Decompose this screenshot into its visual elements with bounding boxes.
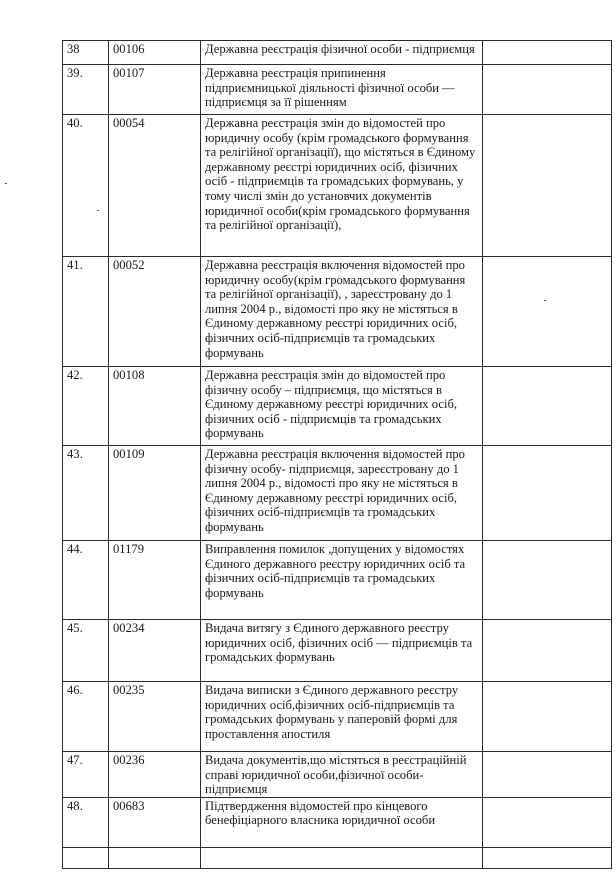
notes-cell bbox=[483, 41, 612, 65]
service-name-cell: Видача виписки з Єдиного державного реєстру юридичних осіб,фізичних осіб-підприємців та громадських формувань у паперовій формі для проставлення апостиля bbox=[201, 682, 483, 752]
row-number-cell: 45. bbox=[63, 620, 109, 682]
table-row bbox=[63, 65, 612, 115]
table-row bbox=[63, 367, 612, 446]
service-code-cell: 00054 bbox=[109, 115, 201, 257]
row-number-cell: 43. bbox=[63, 446, 109, 541]
service-code-cell: 00106 bbox=[109, 41, 201, 65]
service-code-cell: 00108 bbox=[109, 367, 201, 446]
services-table bbox=[62, 40, 612, 869]
notes-cell bbox=[483, 446, 612, 541]
table-row bbox=[63, 752, 612, 798]
scan-speck bbox=[544, 300, 546, 301]
table-row bbox=[63, 257, 612, 367]
row-number-cell: 48. bbox=[63, 797, 109, 847]
row-number-cell: 44. bbox=[63, 541, 109, 620]
notes-cell bbox=[483, 682, 612, 752]
service-name-cell: Державна реєстрація припинення підприємницької діяльності фізичної особи — підприємця за її рішенням bbox=[201, 65, 483, 115]
service-name-cell: Державна реєстрація включення відомостей про фізичну особу- підприємця, зареєстровану до 1 липня 2004 р., відомості про яку не містяться в Єдиному державному реєстрі юридичних осіб, фізичних осіб-підприємців та громадських формувань bbox=[201, 446, 483, 541]
row-number-cell: 39. bbox=[63, 65, 109, 115]
service-name-cell: Видача витягу з Єдиного державного реєстру юридичних осіб, фізичних осіб — підприємців та громадських формувань bbox=[201, 620, 483, 682]
service-name-cell: Державна реєстрація фізичної особи - підприємця bbox=[201, 41, 483, 65]
notes-cell bbox=[483, 367, 612, 446]
table-row bbox=[63, 620, 612, 682]
table-row bbox=[63, 847, 612, 868]
notes-cell bbox=[483, 752, 612, 798]
row-number-cell: 42. bbox=[63, 367, 109, 446]
notes-cell bbox=[483, 115, 612, 257]
scan-speck bbox=[5, 183, 7, 184]
service-name-cell: Видача документів,що містяться в реєстраційній справі юридичної особи,фізичної особи-підприємця bbox=[201, 752, 483, 798]
row-number-cell: 46. bbox=[63, 682, 109, 752]
service-code-cell: 00683 bbox=[109, 797, 201, 847]
row-number-cell: 38 bbox=[63, 41, 109, 65]
row-number-cell bbox=[63, 847, 109, 868]
service-name-cell: Державна реєстрація змін до відомостей про юридичну особу (крім громадського формування та релігійної організації), що містяться в Єдиному державному реєстрі юридичних осіб, фізичних осіб - підприємців та громадських формувань, у тому числі змін до установчих документів юридичної особи(крім громадського формування та релігійної організації), bbox=[201, 115, 483, 257]
table-row bbox=[63, 541, 612, 620]
table-row bbox=[63, 41, 612, 65]
notes-cell bbox=[483, 541, 612, 620]
service-code-cell: 00236 bbox=[109, 752, 201, 798]
service-code-cell: 00235 bbox=[109, 682, 201, 752]
service-name-cell: Державна реєстрація змін до відомостей про фізичну особу – підприємця, що містяться в Єдиному державному реєстрі юридичних осіб, фізичних осіб - підприємців та громадських формувань bbox=[201, 367, 483, 446]
services-table-body bbox=[63, 41, 612, 869]
service-code-cell: 00234 bbox=[109, 620, 201, 682]
row-number-cell: 41. bbox=[63, 257, 109, 367]
service-code-cell: 00052 bbox=[109, 257, 201, 367]
service-code-cell bbox=[109, 847, 201, 868]
table-row bbox=[63, 682, 612, 752]
notes-cell bbox=[483, 257, 612, 367]
notes-cell bbox=[483, 65, 612, 115]
scan-speck bbox=[97, 210, 99, 211]
notes-cell bbox=[483, 797, 612, 847]
service-code-cell: 01179 bbox=[109, 541, 201, 620]
table-row bbox=[63, 797, 612, 847]
service-name-cell bbox=[201, 847, 483, 868]
table-row bbox=[63, 446, 612, 541]
service-name-cell: Державна реєстрація включення відомостей про юридичну особу(крім громадського формування та релігійної організації), , зареєстровану до 1 липня 2004 р., відомості про яку не містяться в Єдиному державному реєстрі юридичних осіб, фізичних осіб-підприємців та громадських формувань bbox=[201, 257, 483, 367]
service-name-cell: Виправлення помилок ,допущених у відомостях Єдиного державного реєстру юридичних осіб та фізичних осіб-підприємців та громадських формувань bbox=[201, 541, 483, 620]
service-code-cell: 00109 bbox=[109, 446, 201, 541]
row-number-cell: 40. bbox=[63, 115, 109, 257]
notes-cell bbox=[483, 620, 612, 682]
service-name-cell: Підтвердження відомостей про кінцевого бенефіціарного власника юридичної особи bbox=[201, 797, 483, 847]
service-code-cell: 00107 bbox=[109, 65, 201, 115]
notes-cell bbox=[483, 847, 612, 868]
row-number-cell: 47. bbox=[63, 752, 109, 798]
table-row bbox=[63, 115, 612, 257]
